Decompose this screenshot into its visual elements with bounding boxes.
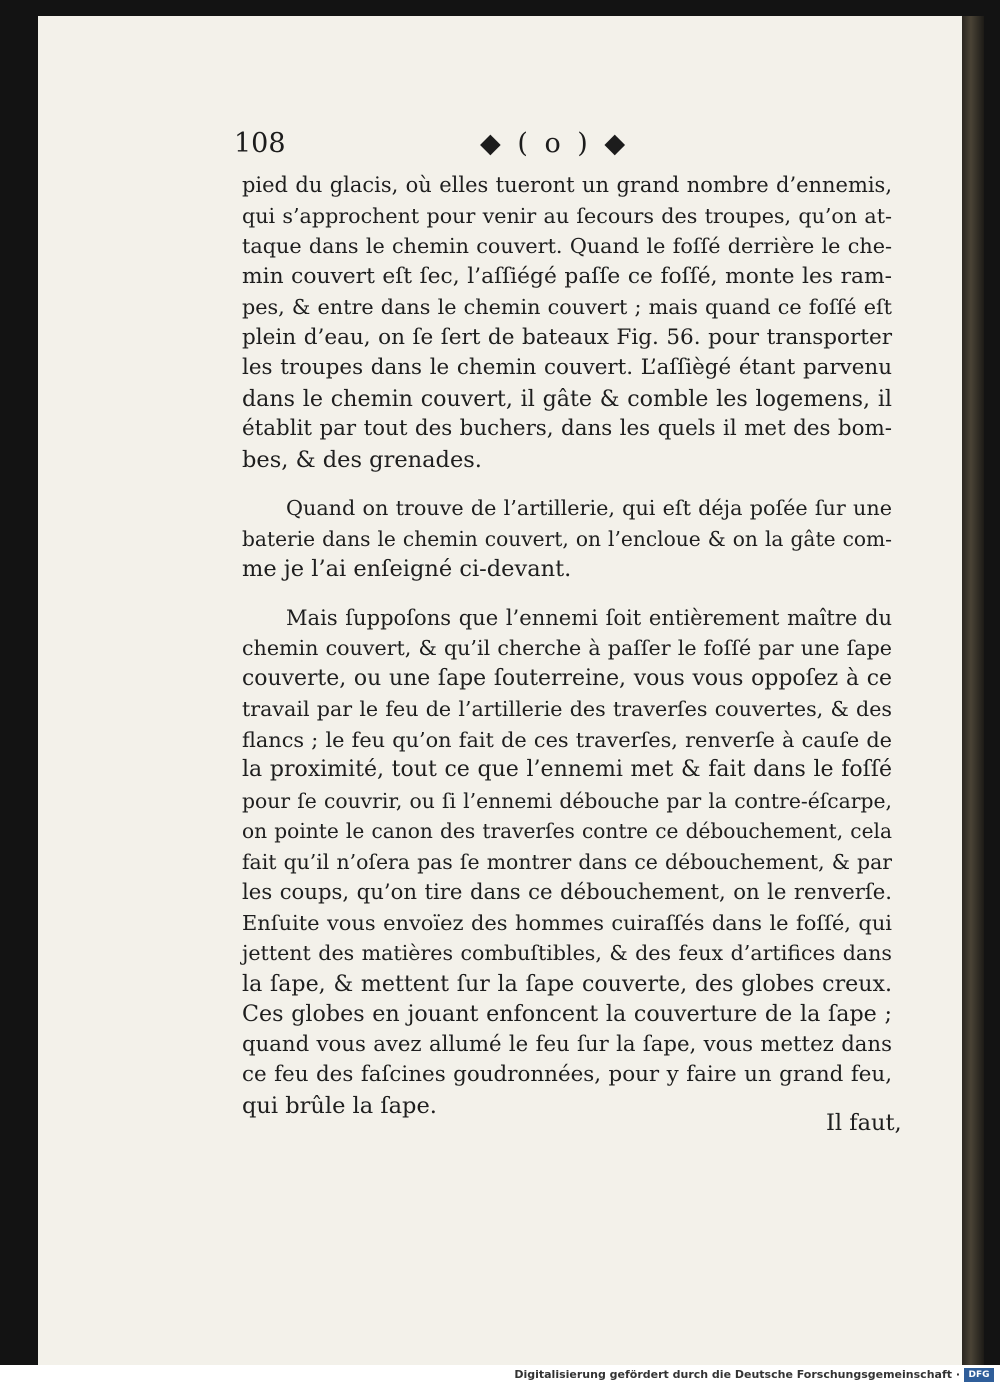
text-line: taque dans le chemin couvert. Quand le foſſé derrière le che- (242, 234, 892, 258)
text-line: pour ſe couvrir, ou ſi l’ennemi débouche par la contre-éſcarpe, (242, 788, 892, 813)
catchword: Il faut, (826, 1110, 902, 1136)
text-line: pes, & entre dans le chemin couvert ; mais quand ce foſſé eſt (242, 295, 892, 319)
text-line: la proximité, tout ce que l’ennemi met & fait dans le foſſé (242, 757, 892, 782)
header-ornament: ◆ ( o ) ◆ (480, 128, 630, 159)
text-line: jettent des matières combuſtibles, & des feux d’artifices dans (242, 941, 892, 965)
text-line: min couvert eſt ſec, l’aſſiégé paſſe ce foſſé, monte les ram- (242, 263, 892, 289)
book-edge (962, 16, 984, 1365)
footer-bar (0, 1365, 1000, 1386)
text-line: bes, & des grenades. (242, 446, 482, 473)
text-line: pied du glacis, où elles tueront un grand nombre d’ennemis, (242, 173, 892, 197)
text-line: ce feu des faſcines goudronnées, pour y faire un grand feu, (242, 1062, 892, 1087)
text-line: les coups, qu’on tire dans ce débouchement, on le renverſe. (242, 879, 892, 904)
paragraph-2 (242, 493, 892, 585)
text-line: flancs ; le feu qu’on fait de ces traverſes, renverſe à cauſe de (242, 727, 892, 752)
text-line: qui brûle la ſape. (242, 1092, 437, 1119)
text-line: la ſape, & mettent ſur la ſape couverte, des globes creux. (242, 970, 892, 997)
text-line: chemin couvert, & qu’il cherche à paſſer le foſſé par une ſape (242, 636, 892, 660)
text-line: établit par tout des buchers, dans les quels il met des bom- (242, 416, 892, 441)
text-line: Ces globes en jouant enfoncent la couverture de la ſape ; (242, 1001, 892, 1027)
text-line: plein d’eau, on ſe ſert de bateaux Fig. 56. pour transporter (242, 324, 892, 350)
body-text (242, 170, 892, 1121)
funding-credit: Digitalisierung gefördert durch die Deutsche Forschungsgemeinschaft · (514, 1368, 960, 1381)
text-line: on pointe le canon des traverſes contre ce débouchement, cela (242, 819, 892, 843)
text-line: baterie dans le chemin couvert, on l’encloue & on la gâte com- (242, 526, 892, 551)
text-line: dans le chemin couvert, il gâte & comble les logemens, il (242, 385, 892, 412)
paragraph-1 (242, 170, 892, 475)
text-line: Enſuite vous envoïez des hommes cuiraſſés dans le foſſé, qui (242, 910, 892, 935)
text-line: quand vous avez allumé le feu ſur la ſape, vous mettez dans (242, 1031, 892, 1057)
text-line: qui s’approchent pour venir au ſecours des troupes, qu’on at- (242, 203, 892, 228)
paragraph-gap (242, 585, 892, 603)
text-line: Quand on trouve de l’artillerie, qui eſt déja poſée ſur une (286, 496, 892, 520)
text-line: les troupes dans le chemin couvert. L’aſſiègé étant parvenu (242, 355, 892, 380)
text-line: travail par le feu de l’artillerie des traverſes couvertes, & des (242, 697, 892, 721)
text-line: fait qu’il n’oſera pas ſe montrer dans ce débouchement, & par (242, 849, 892, 874)
text-line: Mais ſuppoſons que l’ennemi ſoit entièrement maître du (286, 604, 892, 630)
text-line: me je l’ai enſeigné ci-devant. (242, 556, 572, 582)
page-number: 108 (234, 128, 286, 159)
paragraph-gap (242, 475, 892, 493)
paragraph-3 (242, 603, 892, 1122)
dfg-logo: DFG (964, 1368, 994, 1382)
text-line: couverte, ou une ſape ſouterreine, vous vous oppoſez à ce (242, 665, 892, 691)
page-header (234, 128, 894, 168)
